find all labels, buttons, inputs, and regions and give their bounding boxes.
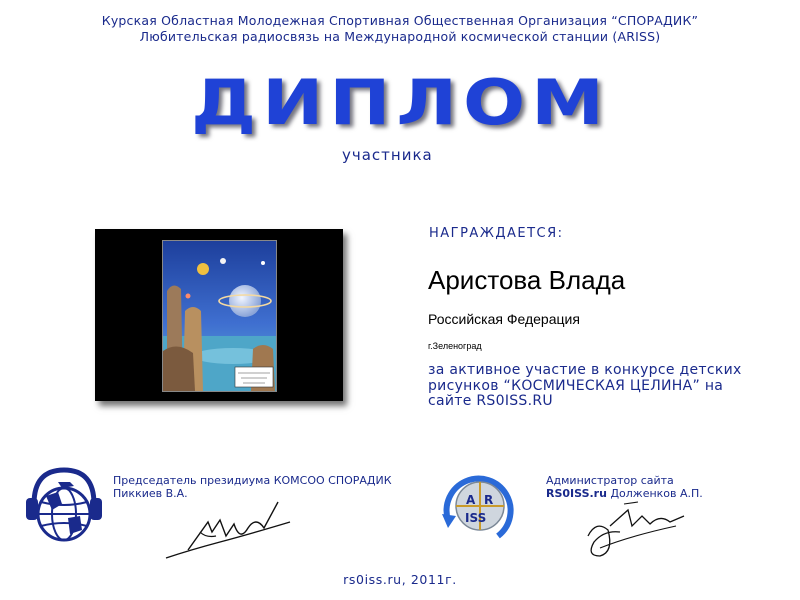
admin-site: RS0ISS.ru (546, 487, 607, 500)
awarded-label: НАГРАЖДАЕТСЯ: (429, 226, 564, 241)
ariss-letter-a: A (466, 493, 476, 507)
diploma-title-wrap (0, 66, 800, 139)
footer-text: rs0iss.ru, 2011г. (343, 572, 457, 587)
signature-admin (580, 496, 690, 566)
signature-chairman (160, 492, 300, 568)
diploma-title: ДИПЛОМ (190, 66, 610, 139)
organization-subtitle: Любительская радиосвязь на Международной космической станции (ARISS) (139, 29, 661, 44)
admin-title: Администратор сайта (546, 474, 674, 487)
award-reason: за активное участие в конкурсе детских рисунков “КОСМИЧЕСКАЯ ЦЕЛИНА” на сайте RS0ISS.RU (428, 362, 742, 409)
chairman-title: Председатель президиума КОМСОО СПОРАДИК Пиккиев В.А. (113, 474, 392, 500)
artwork-drawing (162, 240, 277, 392)
ariss-letters-iss: ISS (465, 511, 487, 525)
artwork-photo (95, 229, 343, 401)
ariss-logo (434, 464, 524, 548)
recipient-country: Российская Федерация (428, 311, 580, 327)
recipient-city: г.Зеленоград (428, 341, 482, 351)
participant-label: участника (342, 146, 433, 164)
organization-name: Курская Областная Молодежная Спортивная Общественная Организация “СПОРАДИК” (101, 13, 699, 28)
admin-name: Долженков А.П. (610, 487, 703, 500)
ariss-letter-r: R (484, 493, 494, 507)
recipient-name: Аристова Влада (428, 265, 626, 295)
globe-headphones-logo (22, 462, 104, 552)
